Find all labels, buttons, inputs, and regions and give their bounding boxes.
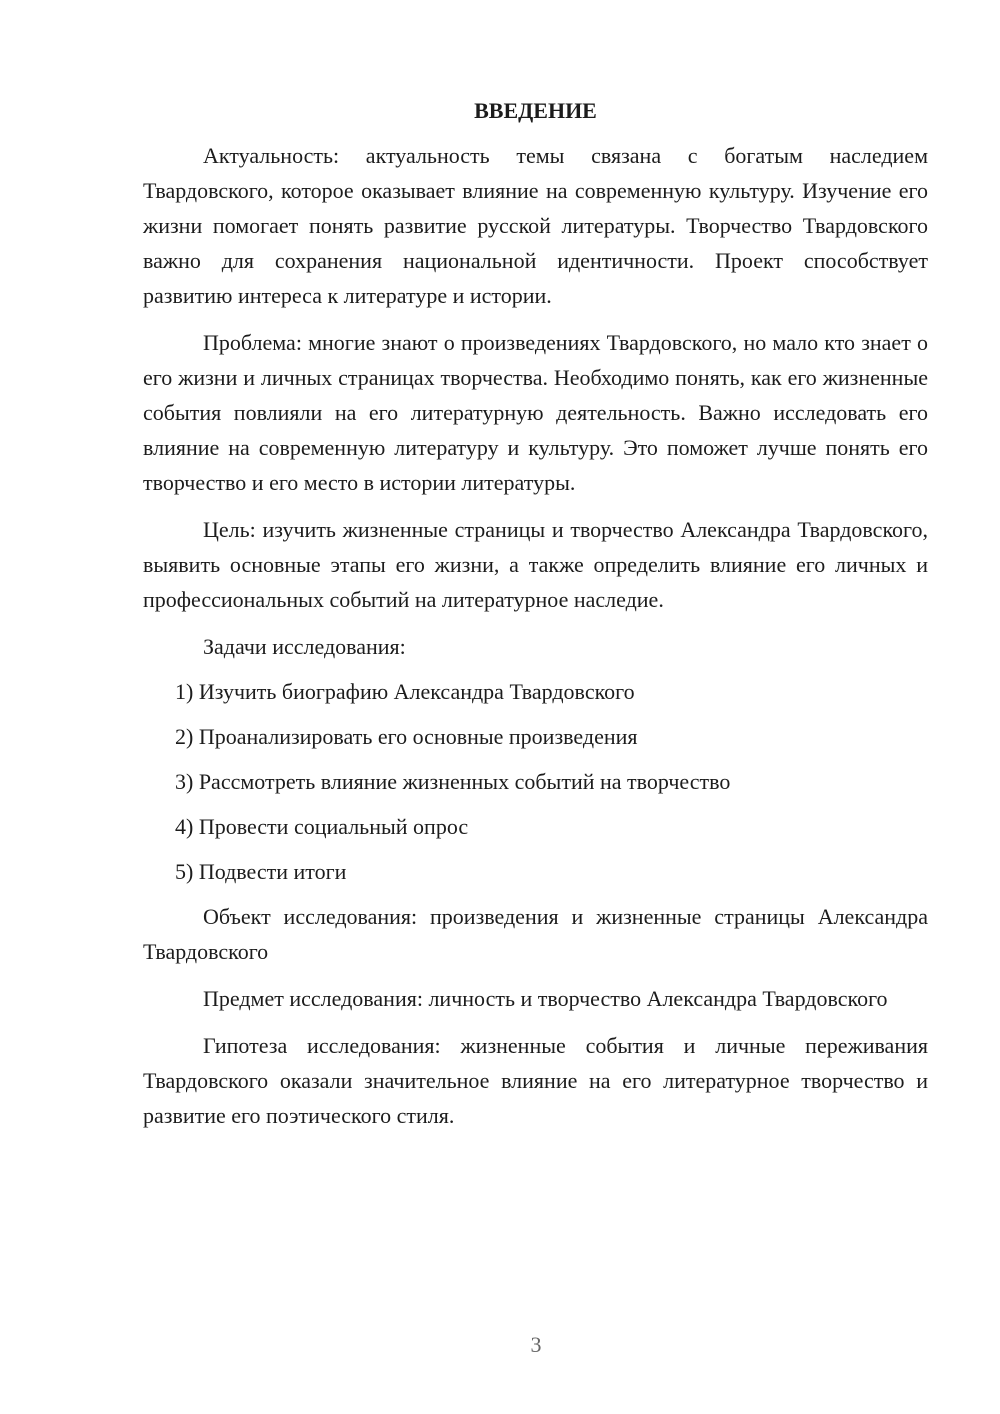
page-number: 3 <box>530 1332 542 1357</box>
problem-paragraph: Проблема: многие знают о произведениях Твардовского, но мало кто знает о его жизни и личных страницах творчества. Необходимо понять, как его жизненные события повлияли на его литературную деятельность. Важно исследовать его влияние на современную литературу и культуру. Это поможет лучше понять его творчество и его место в истории литературы. <box>143 330 928 495</box>
tasks-list <box>143 674 928 889</box>
section-title: ВВЕДЕНИЕ <box>474 98 597 123</box>
relevance-paragraph: Актуальность: актуальность темы связана с богатым наследием Твардовского, которое оказывает влияние на современную культуру. Изучение его жизни помогает понять развитие русской литературы. Творчество Твардовского важно для сохранения национальной идентичности. Проект способствует развитию интереса к литературе и истории. <box>143 143 928 308</box>
goal-paragraph: Цель: изучить жизненные страницы и творчество Александра Твардовского, выявить основные этапы его жизни, а также определить влияние его личных и профессиональных событий на литературное наследие. <box>143 517 928 612</box>
list-item: 4) Провести социальный опрос <box>175 814 469 839</box>
hypothesis-paragraph: Гипотеза исследования: жизненные события и личные переживания Твардовского оказали значительное влияние на его литературное творчество и развитие его поэтического стиля. <box>143 1033 928 1128</box>
list-item: 5) Подвести итоги <box>175 859 347 884</box>
list-item: 1) Изучить биографию Александра Твардовского <box>175 679 635 704</box>
list-item: 2) Проанализировать его основные произведения <box>175 724 638 749</box>
tasks-heading: Задачи исследования: <box>203 634 406 659</box>
object-paragraph: Объект исследования: произведения и жизненные страницы Александра Твардовского <box>143 904 928 964</box>
list-item: 3) Рассмотреть влияние жизненных событий на творчество <box>175 769 731 794</box>
document-body <box>143 96 928 1145</box>
subject-paragraph: Предмет исследования: личность и творчество Александра Твардовского <box>203 986 888 1011</box>
